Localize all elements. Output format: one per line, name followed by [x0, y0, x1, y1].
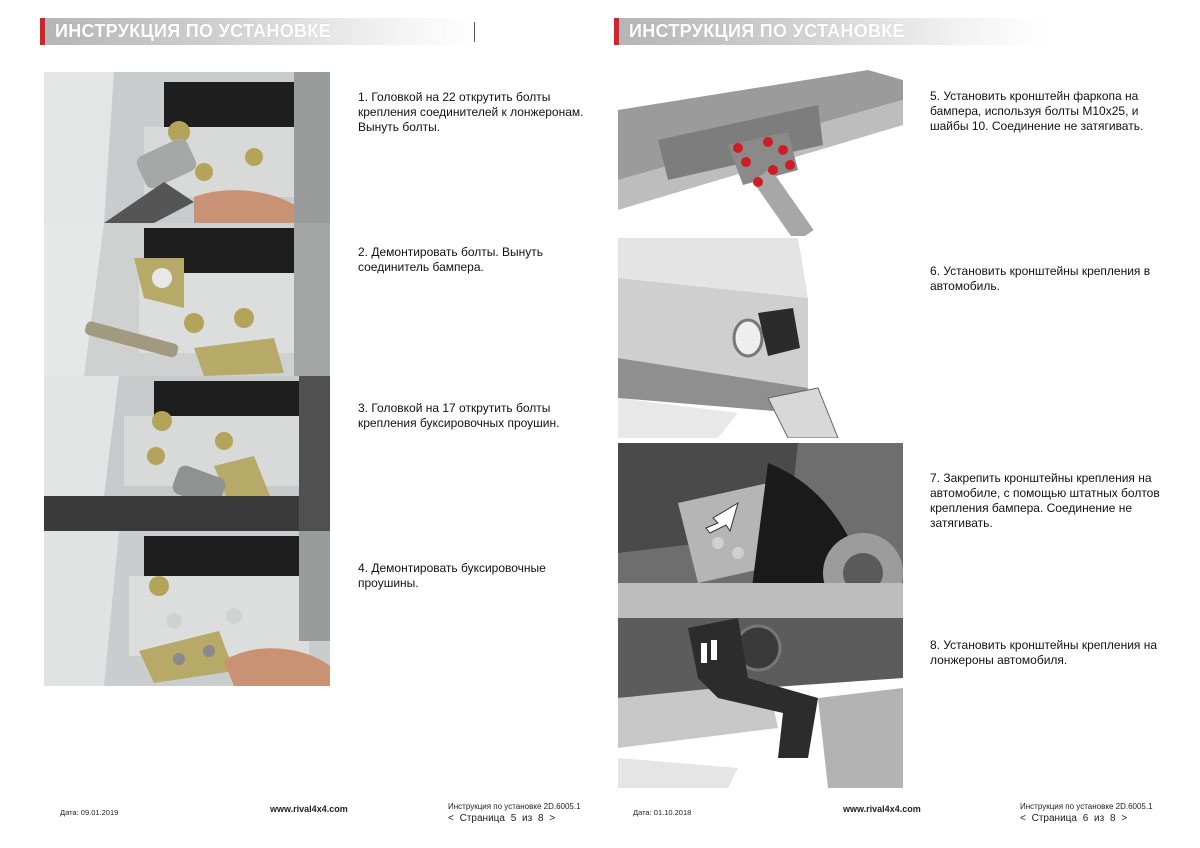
footer-doc-title: Инструкция по установке 2D.6005.1: [448, 802, 581, 811]
step-6-text: 6. Установить кронштейны крепления в автомобиль.: [930, 264, 1151, 293]
step-6-image: [618, 238, 903, 438]
step-3-photo: [44, 376, 330, 531]
step-4-photo: [44, 531, 330, 686]
step-7-image: [618, 443, 903, 618]
step-5-image: [618, 70, 903, 236]
step-2-photo: [44, 223, 330, 376]
header-bar: [40, 18, 476, 45]
footer-website-link[interactable]: www.rival4x4.com: [843, 804, 921, 814]
step-2-text: 2. Демонтировать болты. Вынуть соединитель бампера.: [358, 245, 544, 274]
step-8-image: [618, 618, 903, 788]
footer-page-number: < Страница 6 из 8 >: [1020, 813, 1128, 824]
step-3-text: 3. Головкой на 17 открутить болты крепления буксировочных проушин.: [358, 401, 560, 430]
footer-page-number: < Страница 5 из 8 >: [448, 813, 556, 824]
footer-doc-title: Инструкция по установке 2D.6005.1: [1020, 802, 1153, 811]
footer-date: Дата: 01.10.2018: [633, 808, 692, 817]
step-1-photo: [44, 72, 330, 223]
step-8-text: 8. Установить кронштейны крепления на лонжероны автомобиля.: [930, 638, 1158, 667]
header-title: ИНСТРУКЦИЯ ПО УСТАНОВКЕ: [55, 21, 331, 41]
header-bar: [614, 18, 1046, 45]
header-divider: [474, 22, 475, 42]
step-5-text: 5. Установить кронштейн фаркопа на бампера, используя болты М10х25, и шайбы 10. Соединение не затягивать.: [930, 89, 1144, 133]
footer-website-link[interactable]: www.rival4x4.com: [270, 804, 348, 814]
right-page: [600, 0, 1200, 848]
step-4-text: 4. Демонтировать буксировочные проушины.: [358, 561, 546, 590]
step-7-text: 7. Закрепить кронштейны крепления на автомобиле, с помощью штатных болтов крепления бампера. Соединение не затягивать.: [930, 471, 1160, 530]
step-1-text: 1. Головкой на 22 открутить болты крепления соединителей к лонжеронам. Вынуть болты.: [358, 90, 584, 134]
footer-date: Дата: 09.01.2019: [60, 808, 119, 817]
header-title: ИНСТРУКЦИЯ ПО УСТАНОВКЕ: [629, 21, 905, 41]
